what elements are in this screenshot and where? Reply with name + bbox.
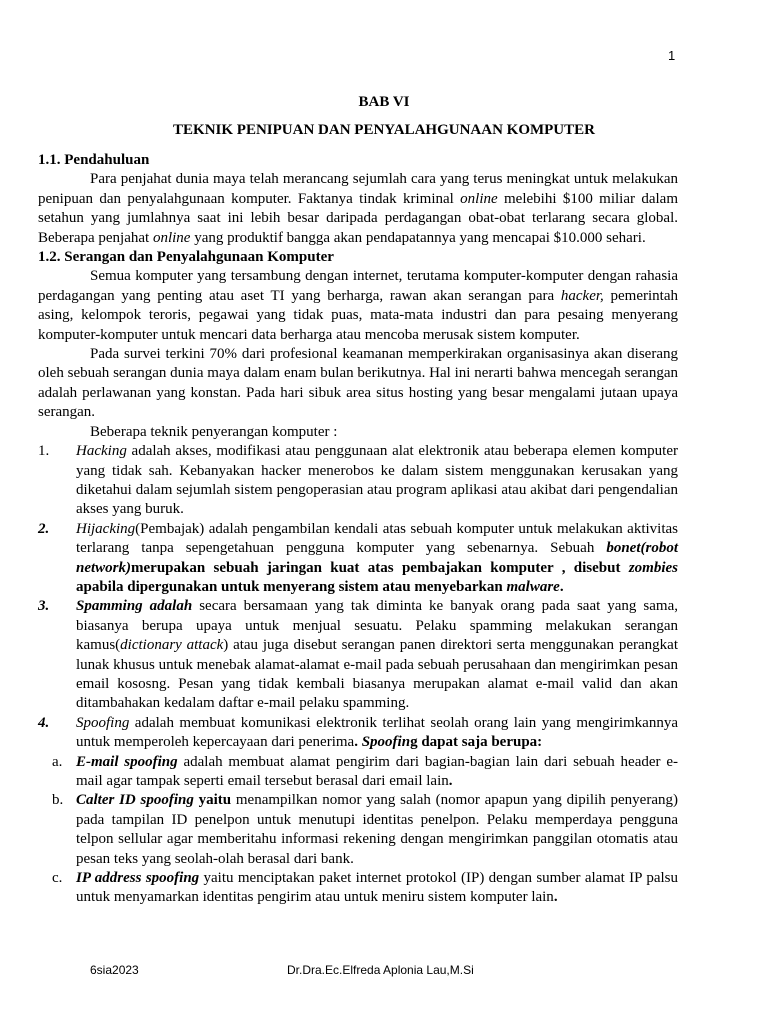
footer-course-code: 6sia2023 xyxy=(90,963,139,977)
footer-author: Dr.Dra.Ec.Elfreda Aplonia Lau,M.Si xyxy=(287,963,474,977)
section-heading-1-2: 1.2. Serangan dan Penyalahgunaan Komputer xyxy=(38,249,334,266)
list-item-spamming: 3. Spamming adalah secara bersamaan yang tak diminta ke banyak orang pada saat yang sama, biasanya berupa upaya untuk menjual sesuatu. Pelaku spamming melakukan serangan kamus(dictionary attack) atau juga disebut serangan panen direktori serta menggunakan perangkat lunak khusus untuk menebak alamat-alamat e-mail pada sebuah perusahaan dan mengirimkan pesan email kososng. Pesan yang tidak kembali biasanya merupakan alamat e-mail valid dan akan ditambahakan kedalam daftar e-mail pelaku spamming. xyxy=(38,598,678,712)
sub-item-caller-id-spoofing: b. Calter ID spoofing yaitu menampilkan nomor yang salah (nomor apapun yang dipilih penyerang) pada tampilan ID penelpon untuk menutupi identitas penelpon. Pelaku memperdaya pengguna telpon sellular agar memberitahu informasi rekening dengan mengirimkan panggilan otomatis atau pesan teks yang seolah-olah berasal dari bank. xyxy=(52,792,678,867)
sub-item-email-spoofing: a. E-mail spoofing adalah membuat alamat pengirim dari bagian-bagian lain dari sebuah header e-mail agar tampak seperti email tersebut berasal dari email lain. xyxy=(52,753,678,789)
paragraph-attacks-3: Beberapa teknik penyerangan komputer : xyxy=(90,423,338,440)
sub-item-ip-spoofing: c. IP address spoofing yaitu menciptakan paket internet protokol (IP) dengan sumber alamat IP palsu untuk menyamarkan identitas pengirim atau untuk meniru sistem komputer lain. xyxy=(52,870,678,906)
page-number: 1 xyxy=(668,48,676,63)
paragraph-introduction: Para penjahat dunia maya telah merancang sejumlah cara yang terus meningkat untuk melakukan penipuan dan penyalahgunaan komputer. Faktanya tindak kriminal online melebihi $100 miliar dalam setahun yang jumlahnya saat ini lebih besar daripada perdagangan obat-obat terlarang secara global. Beberapa penjahat online yang produktif bangga akan pendapatannya yang mencapai $10.000 sehari. xyxy=(38,171,678,246)
document-body xyxy=(38,151,678,908)
list-item-hijacking: 2. Hijacking(Pembajak) adalah pengambilan kendali atas sebuah komputer untuk melakukan aktivitas terlarang tanpa sepengetahuan pengguna komputer yang sebenarnya. Sebuah bonet(robot network)merupakan sebuah jaringan kuat atas pembajakan komputer , disebut zombies apabila dipergunakan untuk menyerang sistem atau menyebarkan malware. xyxy=(38,520,678,595)
section-heading-1-1: 1.1. Pendahuluan xyxy=(38,152,150,168)
chapter-heading: BAB VI xyxy=(358,94,410,110)
list-item-hacking: 1. Hacking adalah akses, modifikasi atau penggunaan alat elektronik atau beberapa elemen komputer yang tidak sah. Kebanyakan hacker menerobos ke dalam sistem menggunakan kerusakan yang diketahui dalam sejumlah sistem pengoperasian atau program aplikasi atau akibat dari pengendalian akses yang buruk. xyxy=(38,443,678,518)
list-item-spoofing: 4. Spoofing adalah membuat komunikasi elektronik terlihat seolah orang lain yang mengirimkannya untuk memperoleh kepercayaan dari penerima. Spoofing dapat saja berupa: xyxy=(38,714,678,751)
paragraph-attacks-2: Pada survei terkini 70% dari profesional keamanan memperkirakan organisasinya akan diserang oleh sebuah serangan dunia maya dalam enam bulan berikutnya. Hal ini nerarti bahwa mencegah serangan adalah perlawanan yang konstan. Pada hari sibuk area situs hosting yang besar mengalami jutaan upaya serangan. xyxy=(38,346,678,421)
chapter-title: TEKNIK PENIPUAN DAN PENYALAHGUNAAN KOMPUTER xyxy=(173,122,595,138)
paragraph-attacks-1: Semua komputer yang tersambung dengan internet, terutama komputer-komputer dengan rahasia perdagangan yang penting atau aset TI yang berharga, rawan akan serangan para hacker, pemerintah asing, kelompok teroris, pegawai yang tidak puas, mata-mata industri dan para pesaing menyerang komputer-komputer untuk mencari data berharga atau mencoba merusak sistem komputer. xyxy=(38,268,678,343)
